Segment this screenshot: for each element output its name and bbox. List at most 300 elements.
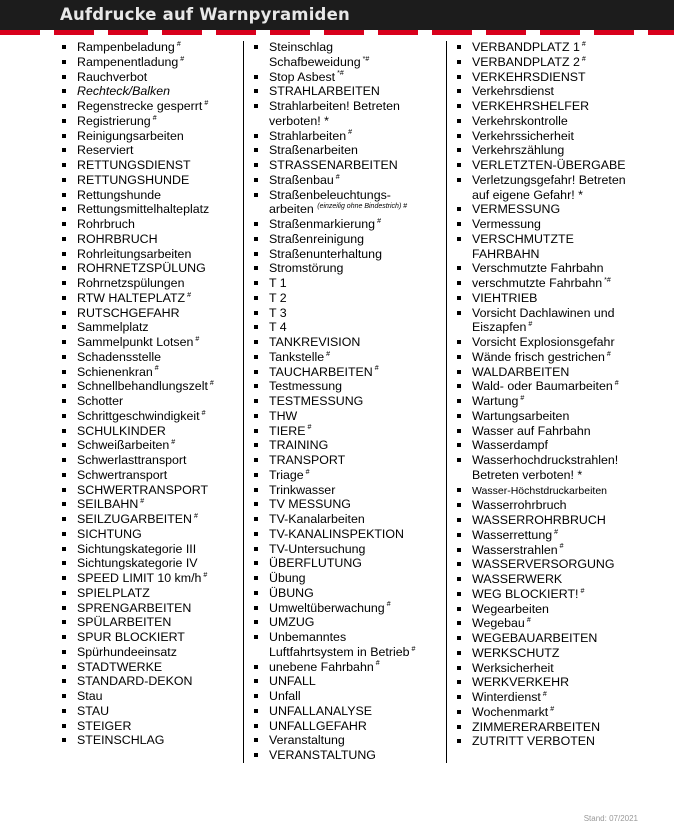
list-item [455, 498, 645, 513]
item-text: verschmutzte Fahrbahn [472, 276, 603, 290]
list-item [60, 129, 243, 144]
item-text: Verletzungsgefahr! Betreten [472, 172, 626, 187]
list-item [252, 689, 446, 704]
red-white-stripe [0, 30, 674, 35]
item-text: UNFALL [269, 674, 316, 689]
list-item [60, 527, 243, 542]
list-item [455, 734, 645, 749]
item-text: Wartung [472, 394, 519, 408]
item-marker: *# [604, 276, 611, 284]
list-item [60, 674, 243, 689]
item-marker: # [201, 409, 206, 417]
list-item [455, 587, 645, 602]
column-2 [244, 40, 446, 763]
list-item [455, 572, 645, 587]
item-text: Verschmutzte Fahrbahn [472, 261, 604, 276]
list-item [60, 217, 243, 232]
item-text: T 1 [269, 276, 287, 290]
column-3 [447, 40, 645, 763]
list-item [252, 40, 446, 55]
item-text: T 2 [269, 290, 287, 305]
item-text: Schadensstelle [77, 349, 162, 364]
item-text: FAHRBAHN [472, 246, 540, 261]
list-item [60, 99, 243, 114]
list-item [252, 483, 446, 498]
list-item [60, 188, 243, 203]
item-text: Stromstörung [269, 261, 344, 276]
item-text: Schotter [77, 394, 124, 408]
list-item [60, 261, 243, 276]
item-text: WASSERWERK [472, 572, 563, 586]
list-item [455, 543, 645, 558]
list-item [252, 247, 446, 262]
list-item [455, 143, 645, 158]
item-text: Wasserstrahlen [472, 542, 558, 557]
item-text: VERKEHRSHELFER [472, 99, 590, 113]
item-marker: # [171, 439, 176, 447]
item-text: arbeiten [269, 202, 314, 217]
list-item-continuation [455, 320, 645, 335]
item-text: UMZUG [269, 615, 315, 630]
item-text: VERSCHMUTZTE [472, 231, 574, 246]
item-text: STEINSCHLAG [77, 733, 165, 748]
item-text: WERKSCHUTZ [472, 645, 560, 660]
item-text: Schrittgeschwindigkeit [77, 408, 200, 423]
list-item [252, 586, 446, 601]
item-text: Regenstrecke gesperrt [77, 99, 203, 113]
list-item [455, 70, 645, 85]
list-item [60, 379, 243, 394]
list-item [252, 719, 446, 734]
item-text: Rohrbruch [77, 217, 135, 231]
item-text: TV-Untersuchung [269, 541, 366, 556]
list-item [455, 217, 645, 232]
item-text: Schwertransport [77, 467, 168, 482]
list-item [60, 719, 243, 734]
list-item [455, 129, 645, 144]
list-item [60, 630, 243, 645]
list-column-3 [455, 40, 645, 749]
list-item [60, 615, 243, 630]
item-text: Straßenarbeiten [269, 143, 358, 158]
item-text: Verkehrskontrolle [472, 113, 568, 128]
list-item [252, 542, 446, 557]
item-marker: # [203, 571, 208, 579]
item-text: Rettungshunde [77, 187, 162, 202]
item-marker: # [550, 705, 555, 713]
item-marker: # [305, 468, 310, 476]
item-marker: # [187, 291, 191, 299]
item-marker: # [581, 55, 586, 63]
list-item [60, 365, 243, 380]
item-text: TRAINING [269, 438, 329, 453]
item-marker: # [559, 543, 564, 551]
item-marker: # [520, 394, 525, 402]
list-item [60, 70, 243, 85]
item-text: Vermessung [472, 217, 541, 231]
list-item [60, 689, 243, 704]
list-item [455, 602, 645, 617]
item-text: STRASSENARBEITEN [269, 158, 398, 172]
list-item [252, 615, 446, 630]
list-item [60, 483, 243, 498]
item-text: VERLETZTEN-ÜBERGABE [472, 158, 626, 172]
list-item [455, 306, 645, 321]
list-item [60, 704, 243, 719]
item-text: Schweißarbeiten [77, 438, 170, 453]
list-item-continuation [252, 55, 446, 70]
header-bar [0, 0, 674, 30]
item-text: TRANSPORT [269, 453, 346, 467]
item-text: Spürhundeeinsatz [77, 644, 177, 659]
item-text: TV-Kanalarbeiten [269, 512, 365, 526]
list-item [60, 586, 243, 601]
item-text: Rettungsmittelhalteplatz [77, 202, 210, 217]
item-text: TV MESSUNG [269, 497, 351, 512]
item-marker: # [580, 587, 585, 595]
list-item [60, 202, 243, 217]
item-text: Straßenmarkierung [269, 217, 376, 231]
list-item [455, 379, 645, 394]
list-item [455, 528, 645, 543]
item-text: Sichtungskategorie III [77, 541, 197, 556]
list-item [60, 247, 243, 262]
item-text: Schienenkran [77, 364, 153, 379]
item-text: Reinigungsarbeiten [77, 128, 184, 143]
item-text: Stau [77, 689, 103, 703]
list-item [60, 424, 243, 439]
item-marker: # [335, 173, 340, 181]
item-text: ZUTRITT VERBOTEN [472, 734, 595, 749]
list-item [455, 365, 645, 380]
item-text: Registrierung [77, 113, 151, 128]
list-item [252, 748, 446, 763]
item-marker: # [581, 40, 586, 48]
list-item [455, 513, 645, 528]
item-text: Rohrnetzspülungen [77, 276, 185, 290]
item-text: SCHULKINDER [77, 423, 166, 438]
item-text: WASSERVERSORGUNG [472, 557, 615, 572]
item-text: THW [269, 408, 298, 423]
item-text: WEG BLOCKIERT! [472, 586, 579, 601]
item-text: VIEHTRIEB [472, 290, 538, 305]
item-text: Wände frisch gestrichen [472, 349, 605, 364]
list-item [60, 409, 243, 424]
item-text: Verkehrszählung [472, 143, 565, 158]
item-text: Wegearbeiten [472, 601, 549, 616]
item-text: T 4 [269, 320, 287, 335]
item-text: Straßenbeleuchtungs- [269, 187, 391, 202]
list-item [252, 129, 446, 144]
item-text: Wald- oder Baumarbeiten [472, 379, 613, 394]
item-text: RETTUNGSHUNDE [77, 172, 190, 187]
item-text: Tankstelle [269, 349, 325, 364]
list-item [252, 527, 446, 542]
list-item [455, 646, 645, 661]
list-item [455, 99, 645, 114]
list-item [455, 438, 645, 453]
item-note: (einzeilig ohne Bindestrich) [317, 203, 402, 211]
item-text: UNFALLGEFAHR [269, 718, 367, 733]
list-item [455, 261, 645, 276]
item-text: Straßenreinigung [269, 231, 365, 246]
list-item [252, 512, 446, 527]
item-text: VERANSTALTUNG [269, 748, 376, 762]
item-text: SPUR BLOCKIERT [77, 630, 185, 644]
item-text: ROHRNETZSPÜLUNG [77, 261, 206, 276]
list-item [60, 291, 243, 306]
item-text: Sammelpunkt Lotsen [77, 335, 194, 349]
item-text: T 3 [269, 305, 287, 320]
list-item [60, 335, 243, 350]
list-item [252, 601, 446, 616]
item-text: VERBANDPLATZ 1 [472, 40, 580, 54]
item-text: WASSERROHRBRUCH [472, 513, 606, 527]
item-text: RETTUNGSDIENST [77, 158, 191, 172]
list-item [252, 630, 446, 645]
item-text: TV-KANALINSPEKTION [269, 526, 404, 541]
item-marker: # [307, 424, 312, 432]
list-item [252, 188, 446, 203]
list-item [252, 276, 446, 291]
list-item-continuation [252, 114, 446, 129]
item-text: TAUCHARBEITEN [269, 364, 373, 379]
item-text: Wasser-Höchstdruckarbeiten [472, 484, 607, 497]
list-item [252, 306, 446, 321]
list-item [252, 438, 446, 453]
list-item [60, 276, 243, 291]
item-text: STADTWERKE [77, 659, 163, 674]
list-item [60, 394, 243, 409]
item-marker: # [542, 690, 547, 698]
list-item [252, 261, 446, 276]
item-text: Unbemanntes [269, 630, 347, 644]
list-item [455, 114, 645, 129]
list-item [455, 424, 645, 439]
item-marker: # [348, 129, 353, 137]
list-item [252, 335, 446, 350]
item-marker: # [377, 217, 381, 225]
list-item [252, 158, 446, 173]
list-item [60, 306, 243, 321]
item-marker: # [180, 55, 185, 63]
list-item [455, 557, 645, 572]
item-text: ÜBUNG [269, 585, 314, 600]
list-item [252, 143, 446, 158]
item-text: TESTMESSUNG [269, 394, 364, 408]
item-text: Werksicherheit [472, 660, 554, 675]
item-text: SEILZUGARBEITEN [77, 512, 192, 526]
list-item [252, 733, 446, 748]
list-item [60, 320, 243, 335]
list-item [252, 497, 446, 512]
item-text: Schnellbehandlungszelt [77, 379, 208, 394]
item-text: Unfall [269, 689, 301, 703]
item-text: Sichtungskategorie IV [77, 556, 198, 571]
list-item [455, 276, 645, 291]
list-item [60, 55, 243, 70]
item-text: Strahlarbeiten [269, 128, 347, 143]
list-item [60, 84, 243, 99]
list-item [60, 542, 243, 557]
item-text: Sammelplatz [77, 320, 149, 335]
list-item [252, 99, 446, 114]
list-item [455, 675, 645, 690]
item-text: Wasserrohrbruch [472, 498, 567, 513]
item-text: Winterdienst [472, 690, 541, 704]
list-item [60, 556, 243, 571]
list-item [60, 114, 243, 129]
list-item [60, 601, 243, 616]
list-item [455, 631, 645, 646]
item-text: ÜBERFLUTUNG [269, 556, 362, 571]
item-marker: # [326, 350, 331, 358]
item-text: SPÜLARBEITEN [77, 615, 172, 630]
item-marker: # [140, 498, 145, 506]
item-text: Strahlarbeiten! Betreten [269, 99, 400, 113]
list-item [60, 497, 243, 512]
list-item [252, 291, 446, 306]
list-item [252, 232, 446, 247]
item-text: Triage [269, 467, 304, 482]
list-column-1 [60, 40, 243, 748]
list-item [60, 660, 243, 675]
list-item [60, 733, 243, 748]
item-marker: # [154, 365, 159, 373]
list-item [455, 291, 645, 306]
item-text: SPEED LIMIT 10 km/h [77, 571, 202, 585]
item-text: SICHTUNG [77, 526, 142, 541]
list-item [455, 232, 645, 247]
list-item [455, 202, 645, 217]
list-column-2 [252, 40, 446, 763]
item-text: Wartungsarbeiten [472, 408, 570, 423]
list-item [252, 556, 446, 571]
list-item [252, 394, 446, 409]
item-text: Stop Asbest [269, 69, 336, 84]
item-text: SPIELPLATZ [77, 585, 150, 600]
item-marker: # [374, 365, 379, 373]
item-text: Vorsicht Dachlawinen und [472, 305, 615, 320]
item-text: RTW HALTEPLATZ [77, 290, 186, 305]
item-text: ZIMMERERARBEITEN [472, 719, 601, 734]
list-item-continuation [455, 468, 645, 483]
item-text: auf eigene Gefahr! * [472, 187, 583, 202]
item-text: STAU [77, 703, 110, 718]
item-text: TANKREVISION [269, 335, 361, 349]
list-item [252, 453, 446, 468]
list-item [252, 84, 446, 99]
list-item [455, 720, 645, 735]
item-text: WALDARBEITEN [472, 364, 570, 379]
item-text: Schwerlasttransport [77, 453, 187, 467]
list-item [455, 690, 645, 705]
item-text: Wasserhochdruckstrahlen! [472, 453, 619, 467]
list-item [455, 335, 645, 350]
list-item [60, 173, 243, 188]
item-text: Reserviert [77, 143, 134, 158]
list-item [60, 571, 243, 586]
item-text: VERKEHRSDIENST [472, 69, 586, 84]
item-marker: # [606, 350, 611, 358]
list-item [455, 173, 645, 188]
item-text: RUTSCHGEFAHR [77, 305, 180, 320]
list-item [252, 704, 446, 719]
list-item [60, 645, 243, 660]
item-marker: # [554, 528, 559, 536]
list-item [60, 40, 243, 55]
list-item-continuation [455, 247, 645, 262]
list-item [455, 705, 645, 720]
item-text: unebene Fahrbahn [269, 659, 374, 674]
list-item [252, 468, 446, 483]
item-text: Straßenbau [269, 172, 334, 187]
item-text: Übung [269, 571, 306, 585]
item-marker: # [195, 335, 200, 343]
list-item [455, 84, 645, 99]
list-item [60, 438, 243, 453]
list-item [252, 320, 446, 335]
item-text: STEIGER [77, 718, 132, 733]
item-marker: # [193, 512, 198, 520]
item-text: WEGEBAUARBEITEN [472, 631, 598, 645]
item-text: Rohrleitungsarbeiten [77, 246, 192, 261]
list-item [252, 571, 446, 586]
footer-stand: Stand: 07/2021 [583, 814, 638, 823]
item-marker: # [386, 601, 391, 609]
item-text: Schafbeweidung [269, 54, 361, 69]
list-item [252, 424, 446, 439]
list-item [252, 70, 446, 85]
item-text: Testmessung [269, 379, 342, 394]
item-text: Verkehrsdienst [472, 84, 554, 99]
item-text: Straßenunterhaltung [269, 246, 382, 261]
list-item [60, 158, 243, 173]
item-marker: *# [362, 55, 370, 63]
item-text: Wasserrettung [472, 527, 553, 542]
column-1 [60, 40, 243, 763]
item-marker: # [152, 114, 157, 122]
item-marker: # [209, 380, 214, 388]
list-item-continuation [252, 645, 446, 660]
list-item [455, 661, 645, 676]
item-text: Eiszapfen [472, 320, 527, 335]
item-marker: # [614, 380, 619, 388]
item-text: VERBANDPLATZ 2 [472, 54, 580, 69]
item-text: SCHWERTRANSPORT [77, 482, 209, 497]
item-text: STANDARD-DEKON [77, 674, 193, 689]
item-text: SEILBAHN [77, 497, 139, 512]
list-item-continuation [252, 202, 446, 217]
item-text: Wasserdampf [472, 438, 548, 453]
list-item-continuation [455, 188, 645, 203]
item-marker: *# [337, 70, 344, 78]
item-text: verboten! * [269, 113, 329, 128]
list-item [455, 350, 645, 365]
item-text: Vorsicht Explosionsgefahr [472, 335, 615, 349]
item-text: VERMESSUNG [472, 202, 561, 217]
item-text: Umweltüberwachung [269, 600, 385, 615]
list-item [252, 173, 446, 188]
item-text: Veranstaltung [269, 733, 345, 748]
item-text: Rauchverbot [77, 69, 148, 84]
list-item [60, 350, 243, 365]
list-item [60, 468, 243, 483]
list-item [60, 143, 243, 158]
item-marker: # [528, 321, 533, 329]
item-text: Steinschlag [269, 40, 334, 54]
item-text: TIERE [269, 423, 306, 438]
